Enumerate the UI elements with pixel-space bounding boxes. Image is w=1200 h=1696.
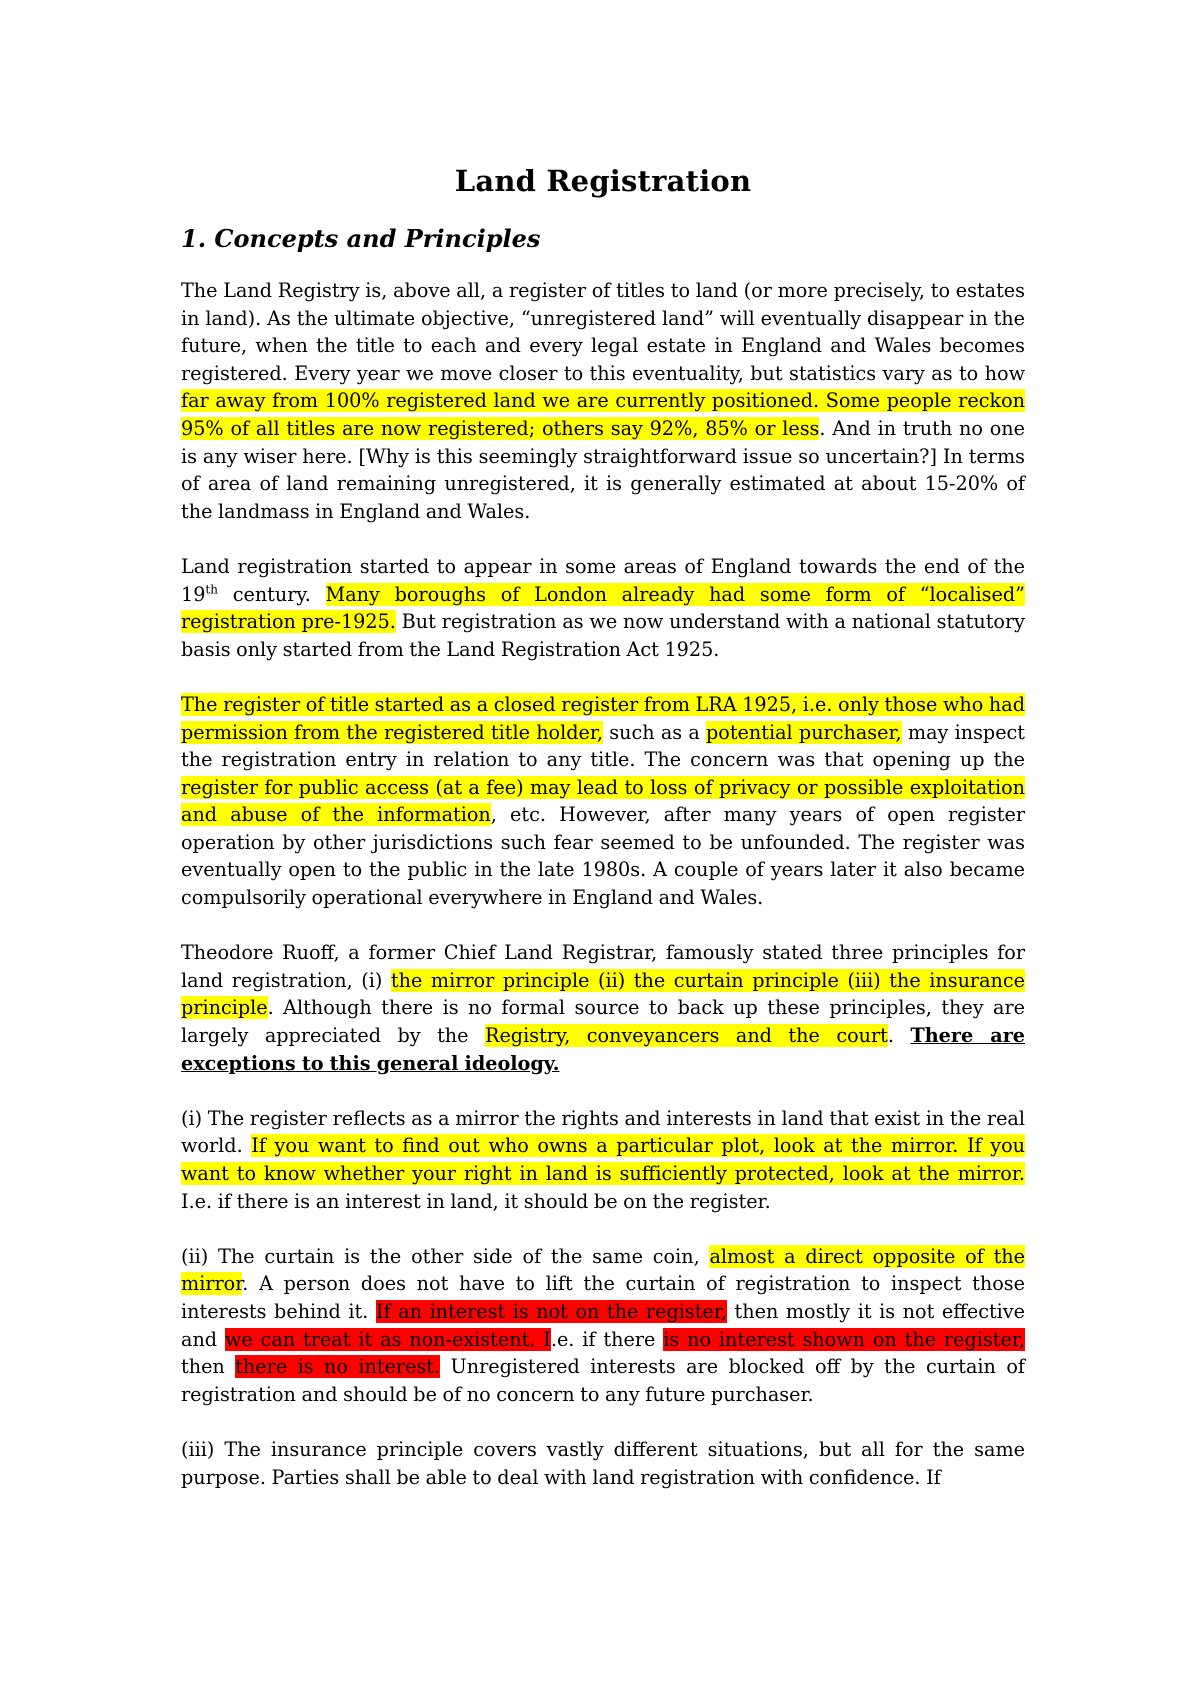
text-span: . (236, 1134, 252, 1158)
paragraph-4 (181, 939, 1025, 1077)
text-span: (ii) The curtain is the other side of the same coin, (181, 1244, 710, 1268)
text-span: century. (217, 582, 326, 606)
paragraph-3 (181, 691, 1025, 912)
emphasis-underlined: There are exceptions to this general ideology. (181, 1024, 1026, 1075)
highlight-yellow: If you want to find out who owns a particular plot, look at the mirror. If you want to know whether your right in land is sufficiently protected, look at the mirror. (181, 1134, 1026, 1185)
text-span: The Land Registry is, above all, a register of titles to land (or more precisely, to estates in land). As the ultimate objective, “unregistered land” will eventually disappear in the future, when the title to each and every legal estate in England and Wales becomes registered. Every year we move closer to this eventuality, but statistics vary as to how (181, 279, 1025, 385)
highlight-yellow: Many boroughs of London already had some form of “localised” registration pre-1925. (181, 582, 1025, 634)
paragraph-5 (181, 1105, 1025, 1215)
document-title: Land Registration (454, 164, 752, 198)
highlight-red: is no interest shown on the register, (663, 1327, 1025, 1351)
text-span: .e. if there (550, 1327, 664, 1351)
text-span: Theodore Ruoff, a former Chief Land Registrar, famously stated three principles for land registration, (i) (181, 941, 1025, 992)
highlight-yellow: The register of title started as a closed register from LRA 1925, i.e. only those who had permission from the registered title holder, (181, 692, 1025, 744)
text-span: such as a (603, 720, 706, 744)
superscript: th (205, 582, 218, 597)
text-span: (i) The register reflects as a mirror the rights and interests in land that exist in the real world (181, 1106, 1025, 1158)
highlight-red: we can treat it as non-existent. I (224, 1327, 551, 1351)
text-span: may inspect the registration entry in relation to any title. The concern was that opening up the (181, 720, 1026, 772)
highlight-yellow: Registry, conveyancers and the court (485, 1024, 888, 1048)
paragraph-6 (181, 1243, 1025, 1409)
highlight-yellow: almost a direct opposite of the mirror (181, 1244, 1025, 1296)
text-span: . (887, 1024, 911, 1048)
text-span: . And in truth no one is any wiser here. [Why is this seemingly straightforward issue so uncertain?] In terms of area of land remaining unregistered, it is generally estimated at about 15-20% of the landmass in England and Wales. (181, 416, 1025, 523)
text-span: then mostly it is not effective and (181, 1299, 1025, 1351)
text-span: then (181, 1355, 236, 1379)
highlight-red: If an interest is not on the register, (375, 1299, 727, 1323)
text-span: Unregistered interests are blocked off by the curtain of registration and should be of no concern to any future purchaser. (181, 1355, 1025, 1406)
text-span: But registration as we now understand with a national statutory basis only started from the Land Registration Act 1925. (181, 610, 1025, 661)
text-span: Land registration started to appear in some areas of England towards the end of the 19 (181, 554, 1025, 606)
highlight-yellow: the mirror principle (ii) the curtain principle (iii) the insurance principle (181, 968, 1025, 1020)
paragraph-2 (181, 553, 1025, 663)
paragraph-1 (181, 277, 1025, 525)
text-span: I.e. if there is an interest in land, it should be on the register. (181, 1189, 771, 1213)
section-heading: 1. Concepts and Principles (181, 224, 541, 253)
text-span: . A person does not have to lift the curtain of registration to inspect those interests behind it. (181, 1272, 1025, 1323)
highlight-yellow: register for public access (at a fee) may lead to loss of privacy or possible exploitation and abuse of the information (181, 775, 1025, 827)
paragraph-7 (181, 1436, 1025, 1491)
text-span: . Although there is no formal source to back up these principles, they are largely appreciated by the (181, 996, 1025, 1048)
text-span: (iii) The insurance principle covers vastly different situations, but all for the same purpose. Parties shall be able to deal with land registration with confidence. If (181, 1437, 1025, 1489)
highlight-red: there is no interest. (235, 1355, 441, 1379)
highlight-yellow: potential purchaser, (706, 720, 902, 744)
highlight-yellow: far away from 100% registered land we are currently positioned. Some people reckon 95% of all titles are now registered; others say 92%, 85% or less (181, 389, 1025, 440)
text-span: , etc. However, after many years of open register operation by other jurisdictions such fear seemed to be unfounded. The register was eventually open to the public in the late 1980s. A couple of years later it also became compulsorily operational everywhere in England and Wales. (181, 803, 1026, 910)
